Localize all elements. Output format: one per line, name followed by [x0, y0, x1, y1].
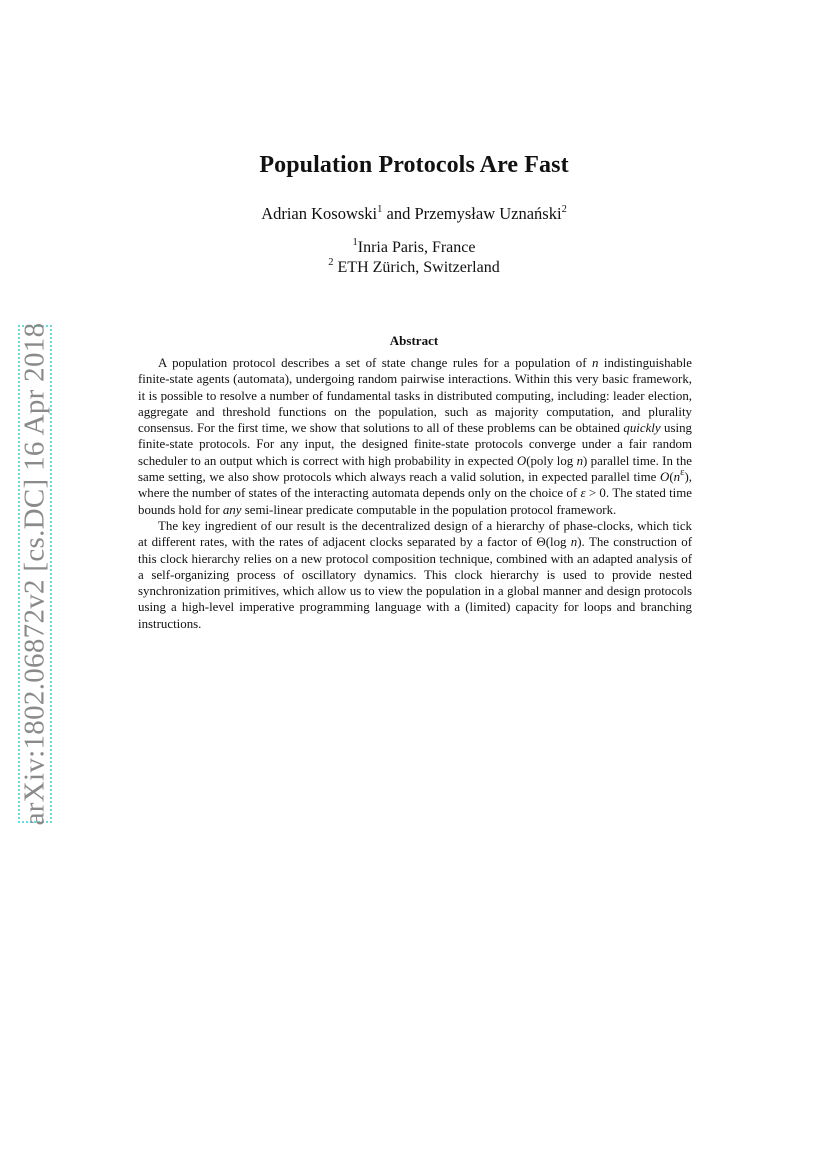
- abstract-paragraph: The key ingredient of our result is the decentralized design of a hierarchy of phase-clocks, which tick at different rates, with the rates of adjacent clocks separated by a factor of Θ(log n). The construction of this clock hierarchy relies on a new protocol composition technique, combined with an adapted analysis of a self-organizing process of oscillatory dynamics. This clock hierarchy is used to provide nested synchronization primitives, which allow us to view the population in a global manner and design protocols using a high-level imperative programming language with a (limited) capacity for loops and branching instructions.: [138, 518, 692, 631]
- abstract-body: [138, 355, 692, 632]
- affiliation-line: [0, 238, 828, 258]
- author-conjunction: and: [382, 204, 415, 223]
- abstract-paragraph: A population protocol describes a set of state change rules for a population of n indistinguishable finite-state agents (automata), undergoing random pairwise interactions. Within this very basic framework, it is possible to resolve a number of fundamental tasks in distributed computing, including: leader election, aggregate and threshold functions on the population, such as majority computation, and plurality consensus. For the first time, we show that solutions to all of these problems can be obtained quickly using finite-state protocols. For any input, the designed finite-state protocols converge under a fair random scheduler to an output which is correct with high probability in expected O(poly log n) parallel time. In the same setting, we also show protocols which always reach a valid solution, in expected parallel time $O(n^\varepsilon)$, where the number of states of the interacting automata depends only on the choice of ε > 0. The stated time bounds hold for any semi-linear predicate computable in the population protocol framework.: [138, 356, 693, 517]
- arxiv-stamp: [14, 322, 58, 826]
- arxiv-stamp-text: arXiv:1802.06872v2 [cs.DC] 16 Apr 2018: [18, 322, 51, 826]
- affiliation-list: [0, 238, 828, 278]
- author-name: Przemysław Uznański: [414, 204, 562, 223]
- affiliation-line: [0, 258, 828, 278]
- abstract-heading: Abstract: [389, 333, 439, 348]
- author-list: [0, 204, 828, 224]
- paper-title: Population Protocols Are Fast: [259, 152, 569, 178]
- affiliation-mark: 1: [352, 236, 358, 248]
- affiliation-text: Inria Paris, France: [357, 239, 476, 256]
- affiliation-text: ETH Zürich, Switzerland: [333, 259, 500, 276]
- author-name: Adrian Kosowski: [261, 204, 378, 223]
- affiliation-mark: 1: [377, 203, 383, 215]
- affiliation-mark: 2: [561, 203, 567, 215]
- affiliation-mark: 2: [328, 256, 334, 268]
